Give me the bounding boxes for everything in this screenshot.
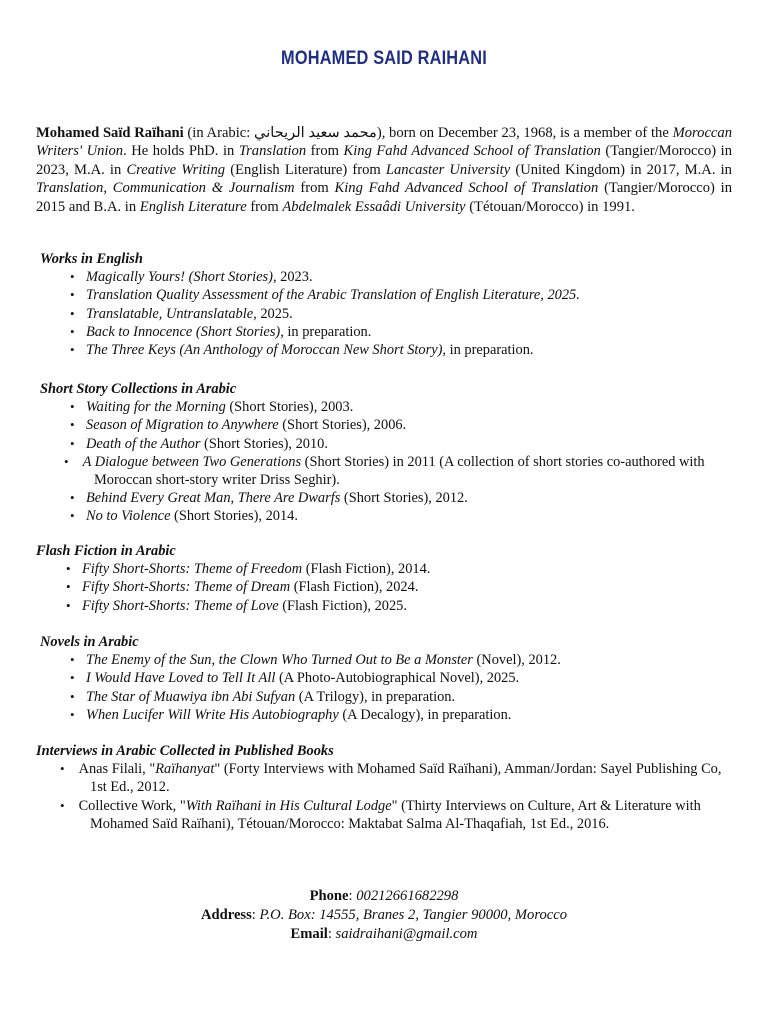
intro-italic: English Literature — [139, 198, 247, 215]
list-item — [40, 453, 736, 489]
work-title: No to Violence — [86, 508, 171, 525]
work-title: Behind Every Great Man, There Are Dwarfs — [86, 490, 341, 507]
work-info: Collective Work, " — [78, 797, 186, 814]
arabic-name: محمد سعيد الريحاني — [254, 125, 377, 141]
work-title: The Three Keys (An Anthology of Moroccan New Short Story), — [86, 342, 446, 359]
work-info: (Short Stories), 2003. — [225, 399, 354, 416]
intro-text: (in Arabic: — [183, 125, 255, 141]
intro-italic: Abdelmalek Essaâdi University — [282, 198, 466, 215]
work-title: Translation Quality Assessment of the Arabic Translation of English Literature, 2025. — [86, 287, 580, 304]
work-title: Waiting for the Morning — [86, 399, 226, 416]
email-line: Email: saidraihani@gmail.com — [290, 926, 478, 942]
work-title: When Lucifer Will Write His Autobiography — [86, 706, 339, 723]
work-title: Raïhanyat — [155, 761, 215, 778]
list-item — [40, 323, 736, 341]
work-info: " (Thirty Interviews on Culture, Art & Literature with Mohamed Saïd Raïhani), Tétouan/Morocco: Maktabat Salma Al-Thaqafiah, 1st Ed., 2016. — [90, 797, 701, 832]
bullet-icon: • — [70, 435, 75, 451]
work-info: Anas Filali, " — [78, 761, 156, 778]
bullet-icon: • — [70, 305, 75, 321]
work-title: Death of the Author — [86, 435, 201, 452]
work-title: Fifty Short-Shorts: Theme of Love — [82, 597, 279, 614]
phone-number[interactable]: 00212661682298 — [356, 888, 459, 904]
intro-paragraph — [36, 124, 732, 216]
bullet-icon: • — [70, 670, 75, 686]
work-title: The Star of Muawiya ibn Abi Sufyan — [86, 688, 296, 705]
work-title: I Would Have Loved to Tell It All — [86, 670, 276, 687]
section-flash-fiction — [36, 542, 732, 615]
work-info: 2025. — [256, 305, 293, 322]
work-info: 2023. — [276, 269, 313, 286]
intro-italic: King Fahd Advanced School of Translation — [334, 180, 599, 197]
section-works-english — [40, 250, 736, 359]
bullet-icon: • — [70, 342, 75, 358]
work-info: in preparation. — [445, 342, 534, 359]
intro-text: (Tangier/Morocco) in 2015 and B.A. in — [36, 180, 733, 215]
list-item — [40, 398, 736, 416]
intro-text: from — [306, 143, 344, 160]
bullet-icon: • — [70, 323, 75, 339]
work-title: Fifty Short-Shorts: Theme of Freedom — [82, 561, 303, 578]
bullet-icon: • — [70, 652, 75, 668]
author-name: Mohamed Saïd Raïhani — [36, 125, 184, 141]
work-title: Translatable, Untranslatable, — [86, 305, 257, 322]
work-info: (Flash Fiction), 2024. — [290, 579, 419, 596]
work-info: (A Decalogy), in preparation. — [338, 706, 512, 723]
work-title: Season of Migration to Anywhere — [86, 417, 279, 434]
list-item — [36, 760, 732, 796]
list-item — [36, 560, 732, 578]
bullet-icon: • — [70, 287, 75, 303]
phone-label: Phone — [309, 888, 349, 904]
address-line: Address: P.O. Box: 14555, Branes 2, Tangier 90000, Morocco — [200, 907, 568, 923]
bullet-icon: • — [70, 417, 75, 433]
section-heading: Works in English — [40, 251, 143, 267]
work-info: (A Trilogy), in preparation. — [295, 688, 456, 705]
intro-text: . He holds PhD. in — [123, 143, 239, 160]
bullet-icon: • — [70, 490, 75, 506]
intro-italic: King Fahd Advanced School of Translation — [343, 143, 601, 160]
intro-italic: Moroccan Writers' Union — [36, 125, 732, 160]
list-item — [40, 507, 736, 525]
list-item — [40, 651, 736, 669]
address-label: Address — [200, 907, 252, 923]
works-list — [40, 268, 736, 359]
intro-text: from — [294, 180, 335, 197]
list-item — [40, 305, 736, 323]
email-label: Email — [290, 926, 328, 942]
intro-text: (Tétouan/Morocco) in 1991. — [465, 198, 635, 215]
list-item — [40, 341, 736, 359]
bullet-icon: • — [60, 761, 65, 777]
bullet-icon: • — [70, 688, 75, 704]
email-link[interactable]: saidraihani@gmail.com — [335, 926, 478, 942]
work-title: Fifty Short-Shorts: Theme of Dream — [82, 579, 291, 596]
list-item — [40, 268, 736, 286]
work-info: (Short Stories), 2010. — [200, 435, 328, 452]
intro-text: ), born on December 23, 1968, is a member of the — [376, 125, 673, 141]
works-list — [36, 760, 732, 833]
work-info: in preparation. — [283, 323, 372, 340]
work-title: Back to Innocence (Short Stories), — [86, 323, 284, 340]
bullet-icon: • — [60, 797, 65, 813]
intro-text: (Tangier/Morocco) in 2023, M.A. in — [36, 143, 733, 178]
section-heading: Short Story Collections in Arabic — [40, 381, 237, 397]
section-heading: Interviews in Arabic Collected in Published Books — [36, 743, 334, 759]
document-title: MOHAMED SAID RAIHANI — [281, 48, 487, 69]
work-info: (Flash Fiction), 2014. — [302, 561, 431, 578]
address-value: P.O. Box: 14555, Branes 2, Tangier 90000, Morocco — [259, 907, 568, 923]
intro-text: from — [246, 198, 283, 215]
intro-italic: Creative Writing — [126, 161, 226, 178]
work-info: (Short Stories) in 2011 (A collection of short stories co-authored with Moroccan short-story writer Driss Seghir). — [94, 453, 705, 489]
intro-italic: Translation, Communication & Journalism — [36, 180, 295, 197]
list-item — [36, 597, 732, 615]
bullet-icon: • — [70, 706, 75, 722]
bullet-icon: • — [70, 269, 75, 285]
bullet-icon: • — [64, 453, 69, 469]
works-list — [40, 651, 736, 724]
work-info: (Novel), 2012. — [472, 652, 561, 669]
work-title: With Raïhani in His Cultural Lodge — [185, 797, 392, 814]
bullet-icon: • — [66, 597, 71, 613]
list-item — [40, 435, 736, 453]
works-list — [40, 398, 736, 525]
work-info: (A Photo-Autobiographical Novel), 2025. — [275, 670, 520, 687]
work-title: A Dialogue between Two Generations — [82, 453, 302, 470]
list-item — [36, 578, 732, 596]
work-info: " (Forty Interviews with Mohamed Saïd Raïhani), Amman/Jordan: Sayel Publishing Co, 1st Ed., 2012. — [90, 761, 722, 796]
work-info: (Short Stories), 2006. — [278, 417, 407, 434]
intro-italic: Translation — [238, 143, 307, 160]
section-heading: Flash Fiction in Arabic — [36, 543, 176, 559]
section-short-stories — [40, 380, 736, 526]
list-item — [40, 489, 736, 507]
phone-line: Phone: 00212661682298 — [309, 888, 459, 904]
section-interviews — [36, 742, 732, 833]
list-item — [40, 688, 736, 706]
work-info: (Short Stories), 2014. — [170, 508, 298, 525]
work-info: (Flash Fiction), 2025. — [278, 597, 407, 614]
intro-text: (English Literature) from — [225, 161, 386, 178]
list-item — [36, 797, 732, 833]
list-item — [40, 669, 736, 687]
work-title: Magically Yours! (Short Stories), — [86, 269, 277, 286]
section-novels — [40, 633, 736, 724]
works-list — [36, 560, 732, 615]
intro-text: (United Kingdom) in 2017, M.A. in — [510, 161, 732, 178]
list-item — [40, 706, 736, 724]
contact-block — [36, 887, 732, 944]
work-info: (Short Stories), 2012. — [340, 490, 468, 507]
list-item — [40, 286, 736, 304]
work-title: The Enemy of the Sun, the Clown Who Turned Out to Be a Monster — [86, 652, 473, 669]
bullet-icon: • — [66, 561, 71, 577]
list-item — [40, 416, 736, 434]
bullet-icon: • — [70, 399, 75, 415]
intro-italic: Lancaster University — [385, 161, 511, 178]
section-heading: Novels in Arabic — [40, 634, 139, 650]
bullet-icon: • — [70, 508, 75, 524]
bullet-icon: • — [66, 579, 71, 595]
